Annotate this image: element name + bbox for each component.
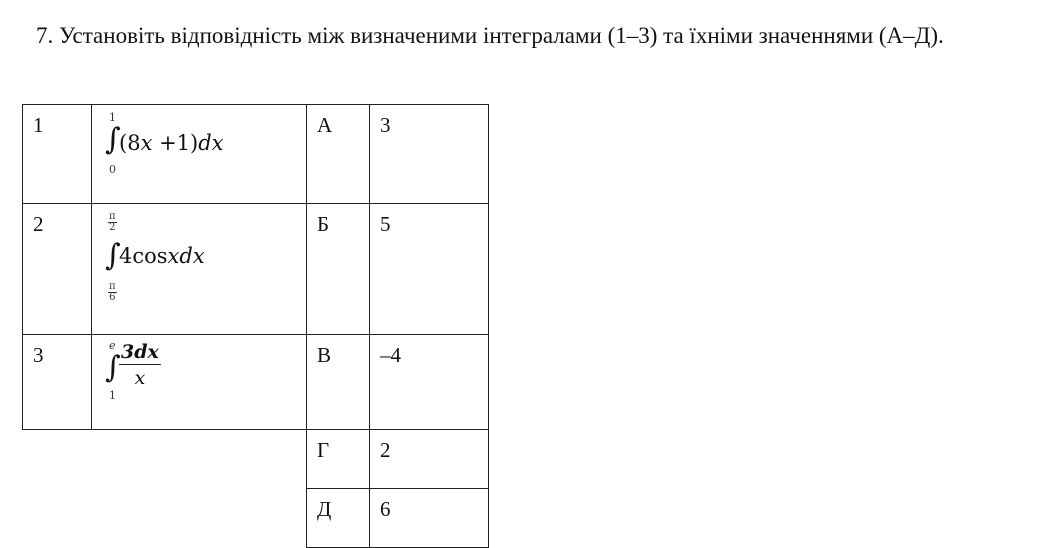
matching-table xyxy=(22,104,489,548)
integral-number: 2 xyxy=(23,204,92,335)
integrand: 4cosxdx xyxy=(119,244,205,268)
table-row xyxy=(23,335,489,430)
table-row xyxy=(23,204,489,335)
integral-sign-icon: ∫ xyxy=(105,122,121,157)
integrand: (8x +1)dx xyxy=(119,131,224,155)
table-row xyxy=(23,489,489,548)
answer-value: 3 xyxy=(370,105,489,204)
integral-number: 3 xyxy=(23,335,92,430)
table-row xyxy=(23,430,489,489)
lower-limit: π 6 xyxy=(109,281,116,303)
integral-number: 1 xyxy=(23,105,92,204)
upper-limit: π 2 xyxy=(109,211,116,233)
answer-value: 2 xyxy=(370,430,489,489)
lower-limit: 1 xyxy=(109,389,116,402)
answer-letter: Б xyxy=(307,204,370,335)
answer-letter: Д xyxy=(307,489,370,548)
lower-limit: 0 xyxy=(109,163,116,176)
integral-expression-1 xyxy=(92,105,307,204)
integral-expression-2 xyxy=(92,204,307,335)
answer-value: 5 xyxy=(370,204,489,335)
answer-value: 6 xyxy=(370,489,489,548)
answer-letter: В xyxy=(307,335,370,430)
upper-limit: e xyxy=(109,339,116,352)
integral-expression-3 xyxy=(92,335,307,430)
upper-limit: 1 xyxy=(109,111,116,124)
answer-letter: Г xyxy=(307,430,370,489)
integral-sign-icon: ∫ xyxy=(105,350,121,385)
integrand-fraction: $\frac{3dx}{x}$ xyxy=(121,341,159,389)
question-text: 7. Установіть відповідність між визначеними інтегралами (1–3) та їхніми значеннями (А–Д). xyxy=(36,23,944,48)
answer-value: –4 xyxy=(370,335,489,430)
table-row xyxy=(23,105,489,204)
integral-sign-icon: ∫ xyxy=(105,238,121,273)
answer-letter: А xyxy=(307,105,370,204)
